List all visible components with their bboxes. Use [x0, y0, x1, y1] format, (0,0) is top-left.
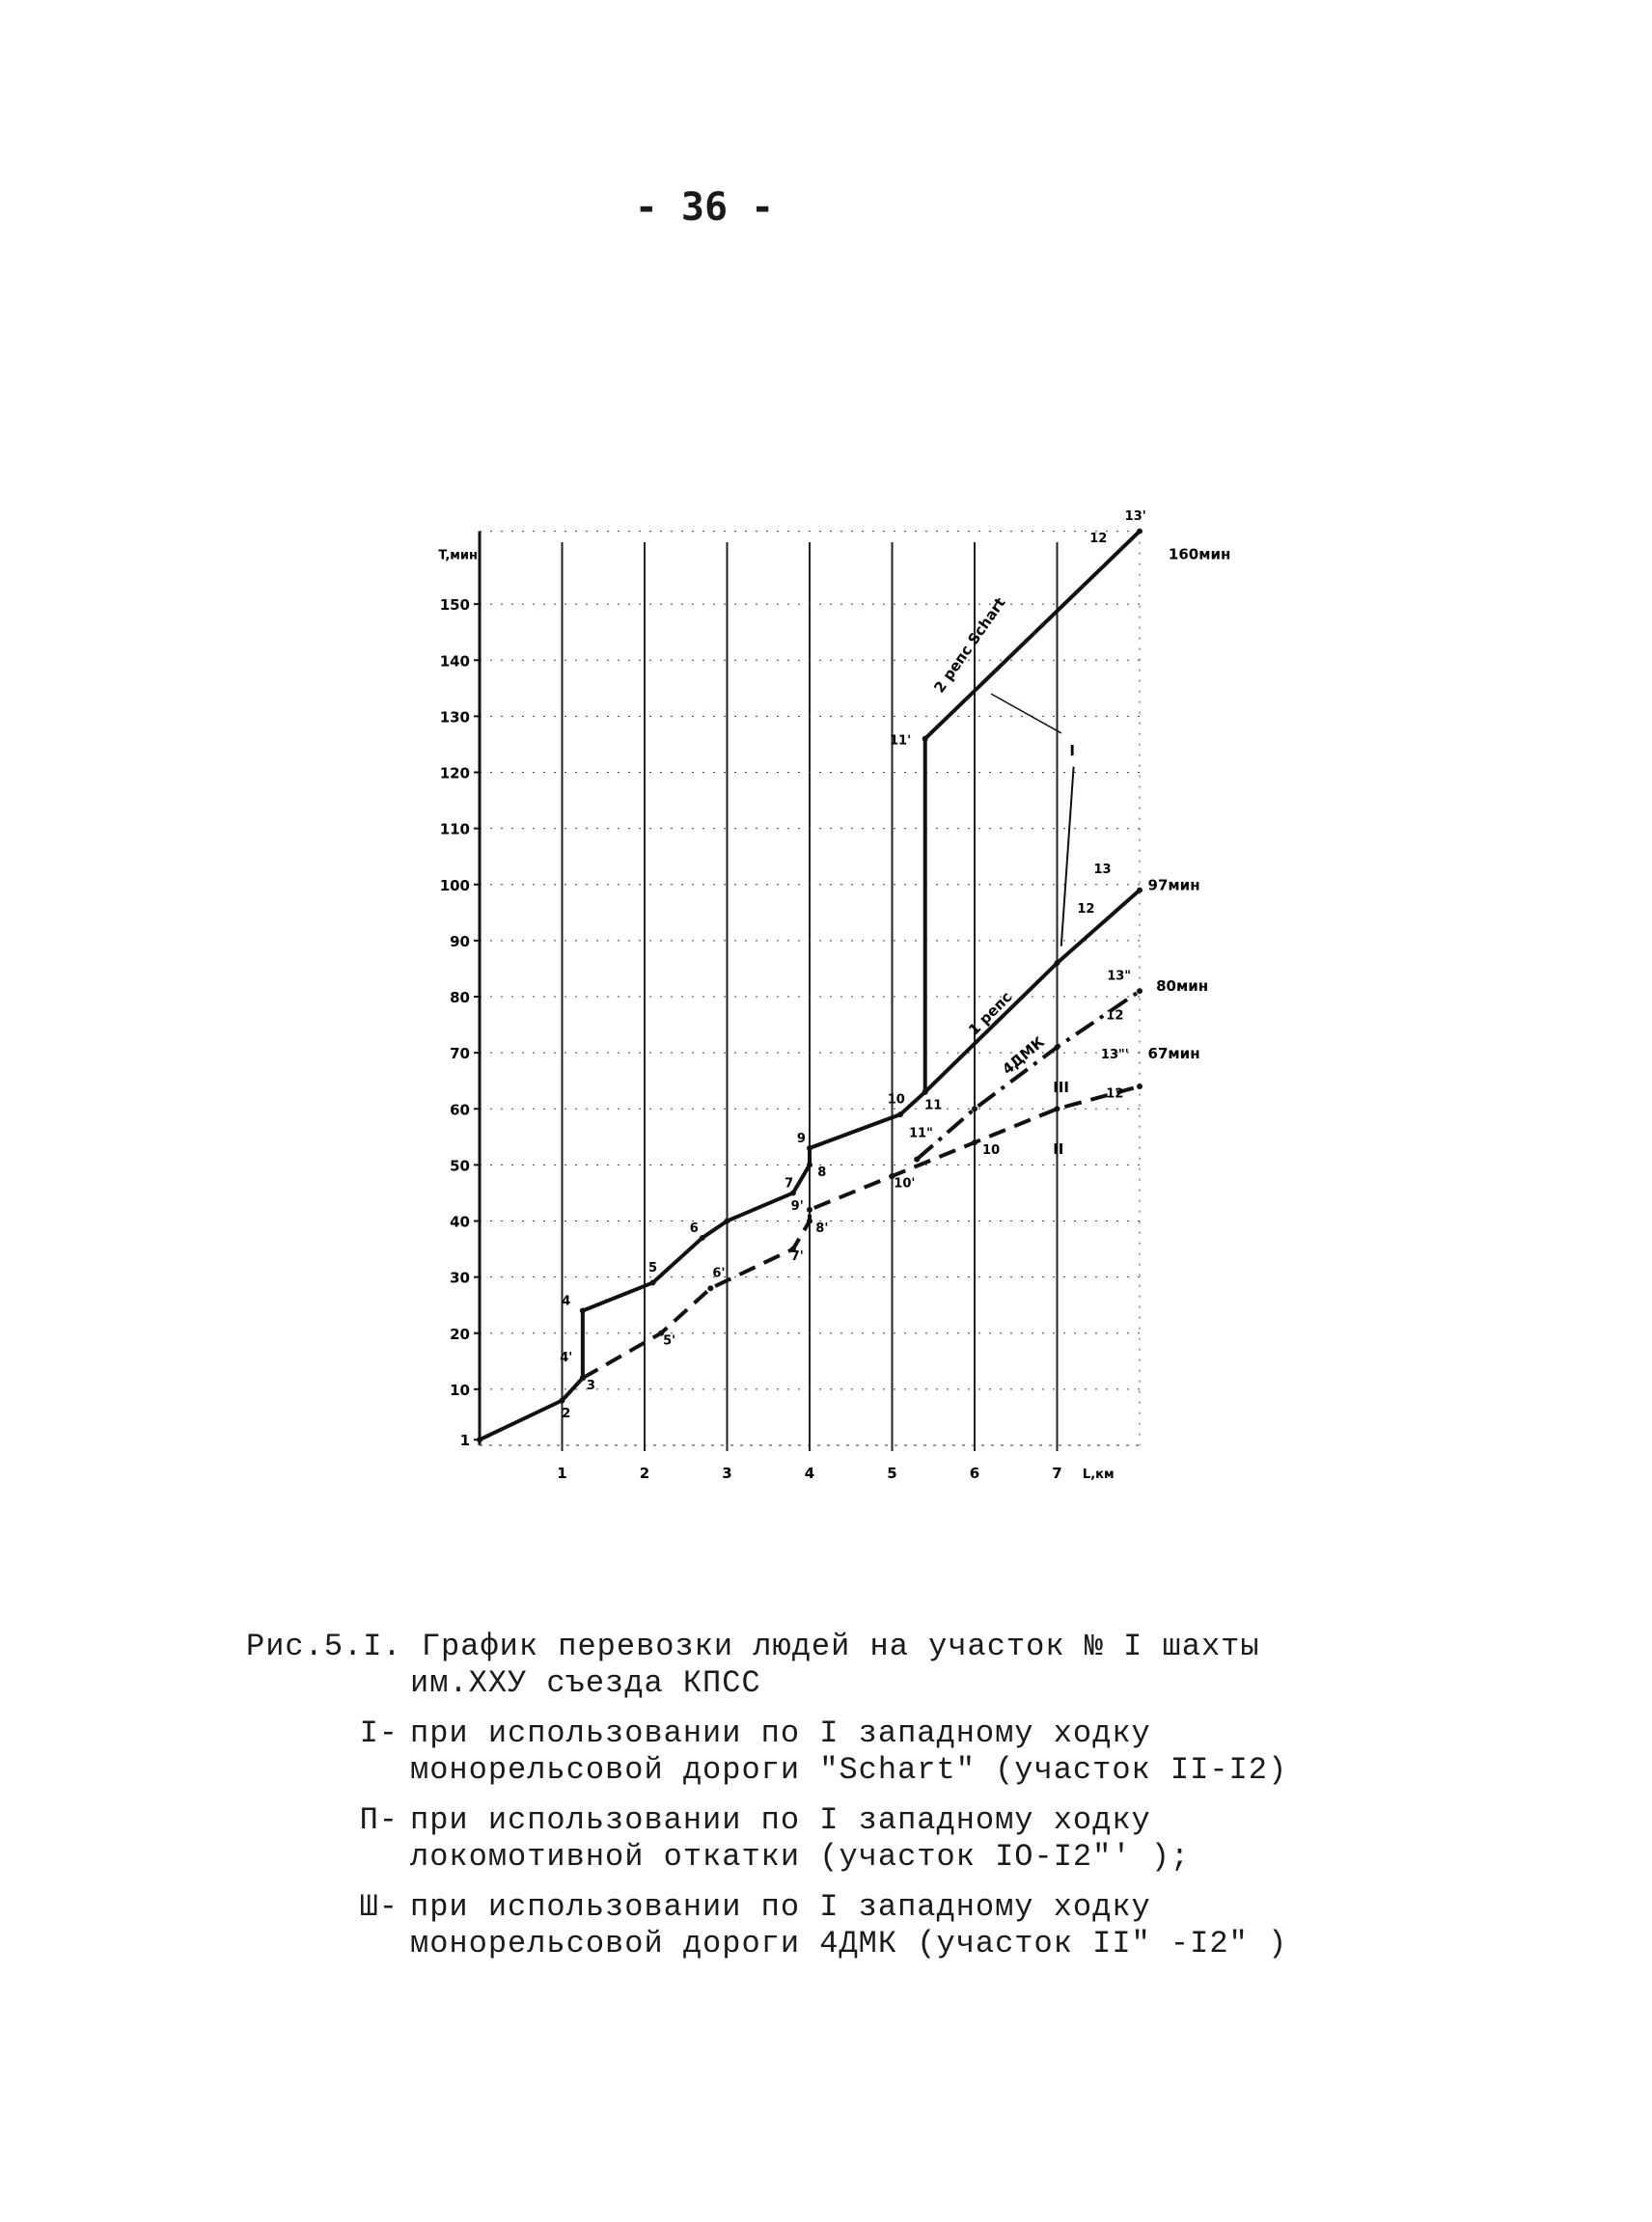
series-point — [807, 1219, 812, 1224]
page-number: - 36 - — [634, 185, 775, 230]
x-tick-label: 1 — [557, 1465, 567, 1482]
series-point — [1137, 529, 1143, 535]
x-tick-label: 3 — [722, 1465, 732, 1482]
point-label: 4' — [560, 1350, 573, 1365]
point-label: 10 — [887, 1092, 905, 1108]
point-label: 11' — [890, 733, 912, 749]
annotation-end-time: 160мин — [1168, 545, 1231, 563]
x-axis-label: L,км — [1082, 1468, 1115, 1482]
series-point — [580, 1375, 586, 1381]
y-tick-label: 10 — [450, 1381, 470, 1399]
y-tick-label: 70 — [450, 1045, 470, 1063]
figure-caption — [246, 1629, 1385, 1962]
series-point — [560, 1398, 565, 1404]
series-point — [1055, 1044, 1060, 1050]
caption-item-mark: Ш- — [359, 1889, 399, 1925]
caption-title-sub: им.XXУ съезда КПСС — [410, 1665, 761, 1701]
caption-item — [246, 1715, 1385, 1789]
point-label: 13' — [1124, 508, 1146, 524]
series-point — [1137, 988, 1143, 994]
y-tick-label: 30 — [450, 1269, 470, 1287]
point-label: 6 — [689, 1221, 699, 1237]
y-tick-label: 60 — [450, 1101, 470, 1119]
x-tick-label: 2 — [639, 1465, 650, 1482]
series-point — [580, 1308, 586, 1314]
series-point — [1137, 888, 1143, 893]
series-point — [972, 1139, 977, 1145]
series-point — [477, 1437, 482, 1442]
point-label: 4 — [562, 1294, 571, 1309]
annotation-roman: I — [1069, 742, 1075, 760]
point-label: 7' — [790, 1249, 804, 1265]
point-label: 9 — [796, 1132, 806, 1147]
y-tick-label: 100 — [439, 876, 470, 894]
y-tick-label: 120 — [439, 764, 470, 782]
chart-grid — [480, 532, 1140, 1451]
point-label: 13 — [1093, 863, 1112, 878]
caption-item-text: при использовании по I западному ходку монорельсовой дороги "Schart" (участок II-I2) — [410, 1715, 1288, 1788]
caption-title: Рис.5.I. График перевозки людей на участок № I шахты — [246, 1629, 1260, 1664]
annotation-line-label: 2 репс Schart — [930, 593, 1009, 697]
point-label: 5' — [663, 1333, 676, 1349]
y-tick-label: 130 — [439, 708, 470, 727]
point-label: 10 — [982, 1142, 1001, 1158]
point-label: 6' — [712, 1266, 726, 1281]
series-point — [725, 1219, 730, 1224]
y-tick-label: 40 — [450, 1213, 470, 1231]
series-point — [807, 1162, 812, 1167]
annotation-end-time: 67мин — [1147, 1044, 1200, 1062]
caption-item — [246, 1889, 1385, 1962]
annotation-line-label: 1 репс — [965, 988, 1016, 1039]
x-tick-label: 4 — [804, 1465, 815, 1482]
point-label: 12 — [1077, 901, 1095, 917]
annotation-roman: II — [1053, 1139, 1064, 1158]
x-tick-label: 7 — [1052, 1465, 1062, 1482]
point-label: 9' — [790, 1198, 804, 1214]
y-tick-label: 1 — [459, 1432, 470, 1450]
point-label: 2 — [562, 1406, 571, 1421]
y-tick-label: 150 — [439, 596, 470, 615]
series-point — [1055, 1106, 1060, 1111]
caption-item-text: при использовании по I западному ходку монорельсовой дороги 4ДМК (участок II" -I2" ) — [410, 1889, 1288, 1961]
point-label: 11" — [908, 1126, 933, 1141]
x-tick-label: 5 — [887, 1465, 897, 1482]
series-point — [922, 736, 928, 742]
y-tick-label: 20 — [450, 1325, 470, 1343]
series-point — [807, 1207, 812, 1213]
y-axis-label: T,мин — [438, 548, 478, 563]
annotation-pointer — [991, 694, 1061, 733]
annotation-roman: III — [1053, 1078, 1069, 1096]
series-point — [1055, 960, 1060, 966]
series-point — [922, 1089, 928, 1095]
point-label: 8' — [815, 1221, 829, 1237]
point-label: 5 — [648, 1260, 658, 1276]
series-point — [650, 1279, 656, 1285]
point-label: 3 — [586, 1378, 595, 1393]
y-tick-label: 140 — [439, 652, 470, 671]
caption-item-text: при использовании по I западному ходку локомотивной откатки (участок IO-I2"' ); — [410, 1802, 1191, 1875]
annotation-end-time: 97мин — [1147, 876, 1200, 894]
y-tick-label: 110 — [439, 820, 470, 838]
y-tick-label: 90 — [450, 932, 470, 950]
point-label: 12 — [1106, 1008, 1124, 1024]
point-label: 13"' — [1100, 1047, 1129, 1062]
series-point — [972, 1106, 977, 1111]
series-point — [897, 1111, 903, 1117]
point-label: 12 — [1106, 1086, 1124, 1102]
point-label: 8 — [817, 1166, 827, 1180]
point-label: 12 — [1089, 532, 1108, 547]
point-label: 11 — [924, 1098, 943, 1113]
point-label: 7 — [785, 1176, 794, 1192]
point-label: 10' — [894, 1176, 916, 1192]
y-tick-label: 50 — [450, 1157, 470, 1175]
caption-item-mark: П- — [359, 1802, 399, 1838]
caption-item — [246, 1802, 1385, 1876]
caption-item-mark: I- — [359, 1715, 399, 1751]
series-point — [707, 1285, 713, 1291]
annotation-end-time: 80мин — [1156, 977, 1209, 996]
series-point — [807, 1145, 812, 1151]
x-tick-label: 6 — [969, 1465, 980, 1482]
annotation-line-label: 4ДМК — [999, 1032, 1048, 1079]
series-point — [914, 1157, 920, 1163]
series-point — [700, 1235, 705, 1241]
annotation-pointer — [1061, 767, 1074, 946]
series-point — [1137, 1084, 1143, 1089]
y-tick-label: 80 — [450, 989, 470, 1006]
chart-axes — [438, 532, 1140, 1482]
point-label: 13" — [1107, 969, 1132, 984]
